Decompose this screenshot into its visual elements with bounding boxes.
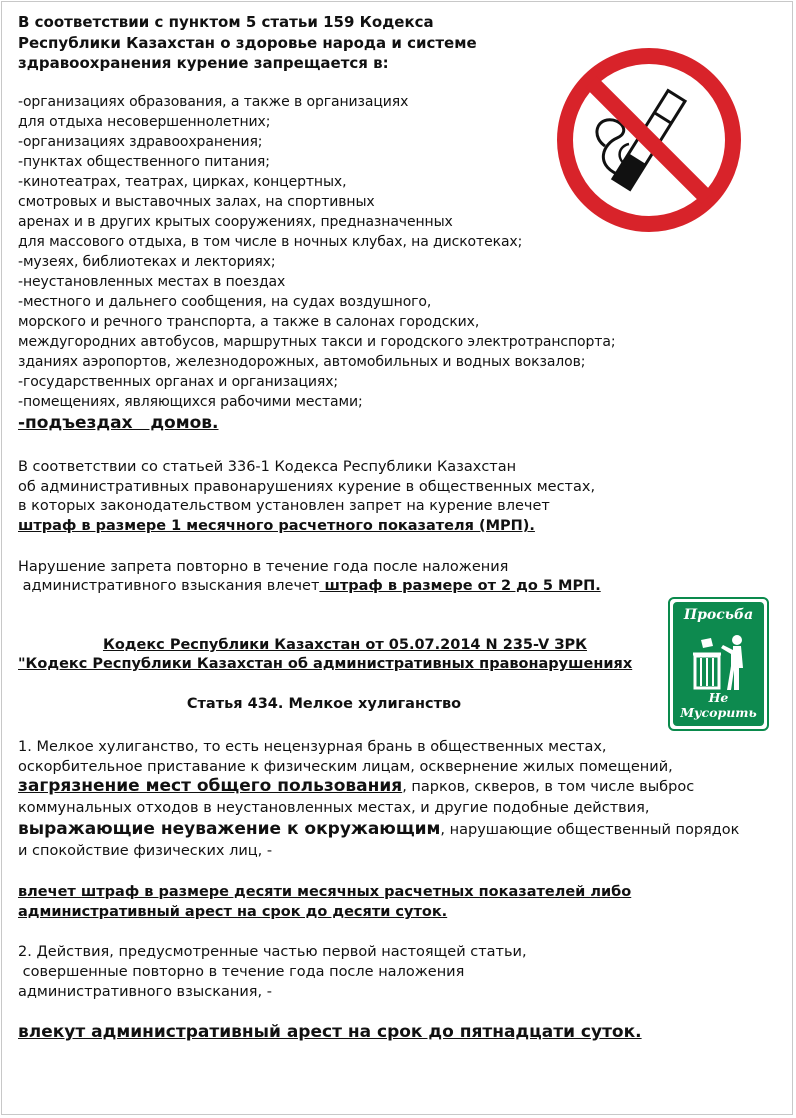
article-p2-line: административного взыскания, - xyxy=(18,984,272,1000)
place-line: для массового отдыха, в том числе в ночных клубах, на дискотеках; xyxy=(18,234,523,250)
article-penalty-1-line-1: влечет штраф в размере десяти месячных расчетных показателей либо xyxy=(18,884,632,900)
place-line: -кинотеатрах, театрах, цирках, концертных, xyxy=(18,174,347,190)
article-p1-line: коммунальных отходов в неустановленных местах, и другие подобные действия, xyxy=(18,800,650,816)
place-line: -музеях, библиотеках и лекториях; xyxy=(18,254,276,270)
fine-penalty: штраф в размере 1 месячного расчетного показателя (МРП). xyxy=(18,518,535,534)
article-p1-line: 1. Мелкое хулиганство, то есть нецензурная брань в общественных местах, xyxy=(18,739,607,755)
repeat-line-1: Нарушение запрета повторно в течение года после наложения xyxy=(18,559,509,575)
code-title-1 xyxy=(0,636,690,655)
place-line: -местного и дальнего сообщения, на судах воздушного, xyxy=(18,294,432,310)
fine-line: В соответствии со статьей 336-1 Кодекса Республики Казахстан xyxy=(18,459,517,475)
place-line-entrances: -подъездах домов. xyxy=(18,413,219,433)
emphasis-public-places: загрязнение мест общего пользования xyxy=(18,776,403,796)
code-title-2-text: "Кодекс Республики Казахстан об административных правонарушениях xyxy=(18,656,633,672)
article-penalty-2: влекут административный арест на срок до пятнадцати суток. xyxy=(18,1022,642,1042)
trash-bin-person-icon xyxy=(687,630,751,694)
repeat-text: административного взыскания влечет xyxy=(18,578,320,594)
place-line: -организациях здравоохранения; xyxy=(18,134,263,150)
place-line: морского и речного транспорта, а также в салонах городских, xyxy=(18,314,480,330)
place-line: -государственных органах и организациях; xyxy=(18,374,339,390)
place-line: -неустановленных местах в поездах xyxy=(18,274,286,290)
emphasis-disrespect: выражающие неуважение к окружающим xyxy=(18,819,441,839)
article-p2-line: 2. Действия, предусмотренные частью первой настоящей статьи, xyxy=(18,944,527,960)
no-littering-sign xyxy=(668,597,769,731)
litter-sign-top-text: Просьба xyxy=(683,607,754,623)
article-penalty-1-line-2: административный арест на срок до десяти суток. xyxy=(18,904,448,920)
place-line: -помещениях, являющихся рабочими местами; xyxy=(18,394,363,410)
smoking-heading-line-1: В соответствии с пунктом 5 статьи 159 Кодекса xyxy=(18,13,434,31)
code-title-2 xyxy=(18,655,632,674)
smoking-heading-line-3: здравоохранения курение запрещается в: xyxy=(18,54,389,72)
fine-line: в которых законодательством установлен запрет на курение влечет xyxy=(18,498,550,514)
article-p1-line: и спокойствие физических лиц, - xyxy=(18,843,273,859)
article-p1-line: оскорбительное приставание к физическим лицам, осквернение жилых помещений, xyxy=(18,759,673,775)
place-line: для отдыха несовершеннолетних; xyxy=(18,114,271,130)
article-title: Статья 434. Мелкое хулиганство xyxy=(186,696,462,712)
place-line: -организациях образования, а также в организациях xyxy=(18,94,409,110)
litter-sign-bottom-text: Не Мусорить xyxy=(680,690,757,720)
no-littering-sign-panel xyxy=(673,602,764,726)
repeat-line-2 xyxy=(18,577,601,596)
place-line: -пунктах общественного питания; xyxy=(18,154,270,170)
article-p1-line xyxy=(18,820,739,840)
code-title-1-text: Кодекс Республики Казахстан от 05.07.2014 N 235-V ЗРК xyxy=(102,637,588,653)
article-p1-line-5-rest: , нарушающие общественный порядок xyxy=(440,822,740,838)
fine-line: об административных правонарушениях курение в общественных местах, xyxy=(18,479,596,495)
place-line: смотровых и выставочных залах, на спортивных xyxy=(18,194,375,210)
article-p2-line: совершенные повторно в течение года после наложения xyxy=(18,964,465,980)
no-smoking-sign-icon xyxy=(555,46,743,234)
place-line: междугородних автобусов, маршрутных такси и городского электротранспорта; xyxy=(18,334,616,350)
article-p1-line xyxy=(18,777,694,797)
place-line: зданиях аэропортов, железнодорожных, автомобильных и водных вокзалов; xyxy=(18,354,586,370)
repeat-penalty: штраф в размере от 2 до 5 МРП. xyxy=(319,578,601,594)
place-line: аренах и в других крытых сооружениях, предназначенных xyxy=(18,214,453,230)
article-p1-line-3-rest: , парков, скверов, в том числе выброс xyxy=(402,779,695,795)
smoking-heading-line-2: Республики Казахстан о здоровье народа и системе xyxy=(18,34,477,52)
